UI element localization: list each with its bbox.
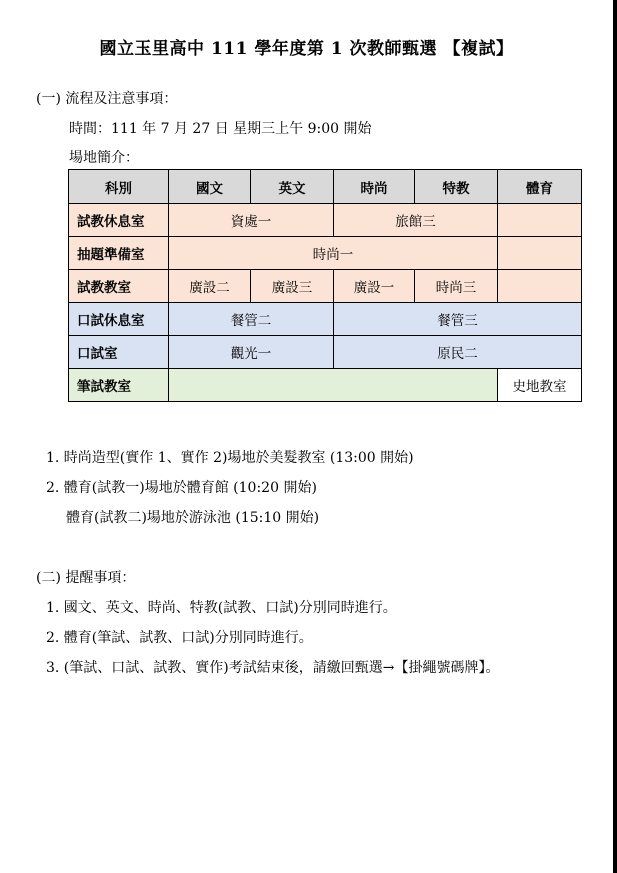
table-cell: 觀光一 — [169, 336, 334, 369]
table-cell — [498, 270, 582, 303]
table-row — [69, 303, 582, 336]
note-item: 2. 體育(試教一)場地於體育館 (10:20 開始) — [46, 480, 317, 496]
section2-heading: (二) 提醒事項： — [36, 570, 136, 586]
table-cell: 餐管二 — [169, 303, 334, 336]
reminder-item: 2. 體育(筆試、試教、口試)分別同時進行。 — [46, 630, 313, 646]
table-row — [69, 336, 582, 369]
table-row — [69, 270, 582, 303]
table-cell: 廣設一 — [334, 270, 415, 303]
table-cell: 史地教室 — [498, 369, 582, 402]
table-header-row — [69, 170, 582, 204]
header-cell: 國文 — [169, 170, 251, 204]
header-cell: 科別 — [69, 170, 169, 204]
reminder-item: 3. (筆試、口試、試教、實作)考試結束後，請繳回甄選→【掛繩號碼牌】。 — [46, 660, 500, 676]
row-label: 試教休息室 — [69, 204, 169, 237]
note-item: 1. 時尚造型(實作 1、實作 2)場地於美髮教室 (13:00 開始) — [46, 450, 414, 466]
table-cell — [498, 237, 582, 270]
row-label: 口試室 — [69, 336, 169, 369]
header-cell: 英文 — [251, 170, 334, 204]
row-label: 口試休息室 — [69, 303, 169, 336]
table-cell: 餐管三 — [334, 303, 582, 336]
table-cell: 時尚一 — [169, 237, 498, 270]
table-cell: 廣設二 — [169, 270, 251, 303]
reminder-item: 1. 國文、英文、時尚、特教(試教、口試)分別同時進行。 — [46, 600, 397, 616]
page-right-border — [613, 0, 617, 873]
note-item: 體育(試教二)場地於游泳池 (15:10 開始) — [66, 510, 320, 526]
section1-heading: (一) 流程及注意事項： — [36, 91, 178, 107]
table-cell: 旅館三 — [334, 204, 498, 237]
venue-heading: 場地簡介： — [69, 150, 139, 166]
time-line: 時間：111 年 7 月 27 日 星期三上午 9:00 開始 — [69, 121, 372, 137]
table-row — [69, 237, 582, 270]
table-row — [69, 204, 582, 237]
table-cell: 廣設三 — [251, 270, 334, 303]
header-cell: 特教 — [415, 170, 498, 204]
table-row — [69, 369, 582, 402]
header-cell: 時尚 — [334, 170, 415, 204]
row-label: 筆試教室 — [69, 369, 169, 402]
table-cell: 資處一 — [169, 204, 334, 237]
page-title: 國立玉里高中 111 學年度第 1 次教師甄選 【複試】 — [99, 39, 514, 59]
table-cell — [169, 369, 498, 402]
row-label: 試教教室 — [69, 270, 169, 303]
venue-table — [68, 169, 582, 402]
table-cell: 原民二 — [334, 336, 582, 369]
table-cell — [498, 204, 582, 237]
header-cell: 體育 — [498, 170, 582, 204]
table-cell: 時尚三 — [415, 270, 498, 303]
row-label: 抽題準備室 — [69, 237, 169, 270]
